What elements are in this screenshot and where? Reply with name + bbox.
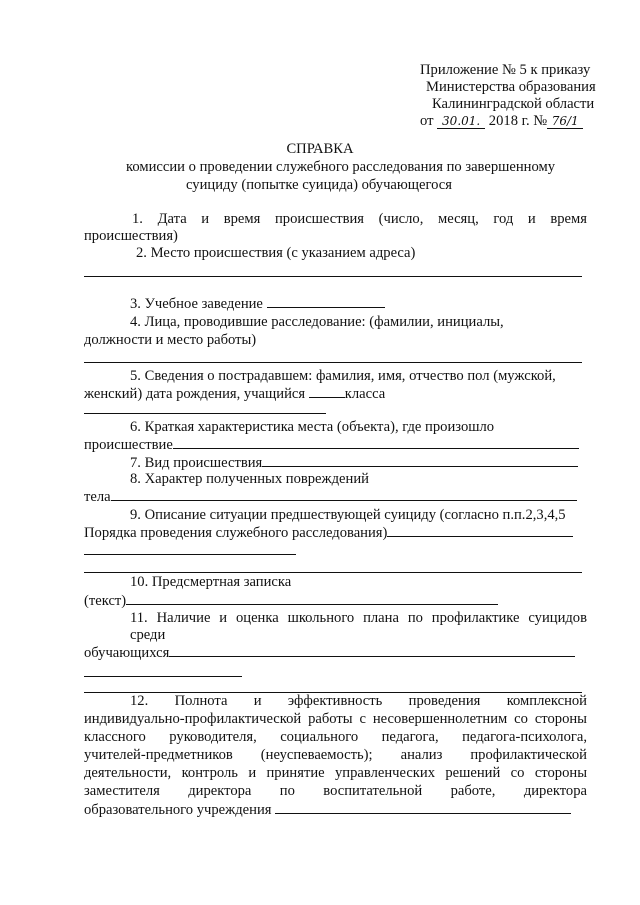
item-10-line-2: (текст) xyxy=(84,592,498,610)
item-6-line-1: 6. Краткая характеристика места (объекта), где произошло xyxy=(130,419,495,435)
item-7: 7. Вид происшествия xyxy=(130,454,578,472)
doc-title: СПРАВКА xyxy=(286,141,354,157)
header-line-1: Приложение № 5 к приказу xyxy=(420,62,591,78)
item-2: 2. Место происшествия (с указанием адреса) xyxy=(136,245,416,261)
item-12-line-2: индивидуально-профилактической работы с несовершеннолетним со стороны xyxy=(84,711,587,727)
item-9-blank-line-2 xyxy=(84,572,582,573)
item-5-line-1: 5. Сведения о пострадавшем: фамилия, имя, отчество пол (мужской, xyxy=(130,368,556,384)
item-8-line-1: 8. Характер полученных повреждений xyxy=(130,471,369,487)
item-2-blank-line xyxy=(84,276,582,277)
doc-subtitle-1: комиссии о проведении служебного расследования по завершенному xyxy=(126,159,556,175)
header-line-3: Калининградской области xyxy=(432,96,595,112)
item-12-line-1: 12. Полнота и эффективность проведения комплексной xyxy=(130,693,587,709)
doc-subtitle-2: суициду (попытке суицида) обучающегося xyxy=(186,177,452,193)
item-9-blank-line-1 xyxy=(84,554,296,555)
item-11-line-1: 11. Наличие и оценка школьного плана по профилактике суицидов xyxy=(130,610,587,626)
header-line-2: Министерства образования xyxy=(426,79,596,95)
date-mid: 2018 г. № xyxy=(488,113,548,129)
item-11-line-2: среди xyxy=(130,627,166,643)
item-9-line-1: 9. Описание ситуации предшествующей суициду (согласно п.п.2,3,4,5 xyxy=(130,507,566,523)
item-9-line-2: Порядка проведения служебного расследования) xyxy=(84,524,573,542)
item-12-line-3: классного руководителя, социального педагога, педагога-психолога, xyxy=(84,729,587,745)
item-12-line-5: деятельности, контроль и принятие управленческих решений со стороны xyxy=(84,765,587,781)
item-3: 3. Учебное заведение xyxy=(130,295,385,313)
header-date-line xyxy=(420,113,583,130)
item-4-line-1: 4. Лица, проводившие расследование: (фамилии, инициалы, xyxy=(130,314,504,330)
item-11-blank-line-1 xyxy=(84,676,242,677)
item-4-blank-line xyxy=(84,362,582,363)
item-10-line-1: 10. Предсмертная записка xyxy=(130,574,292,590)
item-11-line-3: обучающихся xyxy=(84,644,575,662)
item-6-line-2: происшествие xyxy=(84,436,579,454)
item-8-line-2: тела xyxy=(84,488,577,506)
item-5-line-2: женский) дата рождения, учащийся класса xyxy=(84,386,386,402)
date-day: 30.01. xyxy=(437,115,485,129)
item-4-line-2: должности и место работы) xyxy=(84,332,257,348)
order-number: 76/1 xyxy=(547,115,583,129)
item-12-line-6: заместителя директора по воспитательной работе, директора xyxy=(84,783,587,799)
date-prefix: от xyxy=(420,113,434,129)
item-5-blank-line xyxy=(84,413,326,414)
item-1-line-2: происшествия) xyxy=(84,228,178,244)
item-1-line-1: 1. Дата и время происшествия (число, месяц, год и время xyxy=(132,211,587,227)
item-12-line-7: образовательного учреждения xyxy=(84,801,571,819)
item-12-line-4: учителей-предметников (неуспеваемость); анализ профилактической xyxy=(84,747,587,763)
